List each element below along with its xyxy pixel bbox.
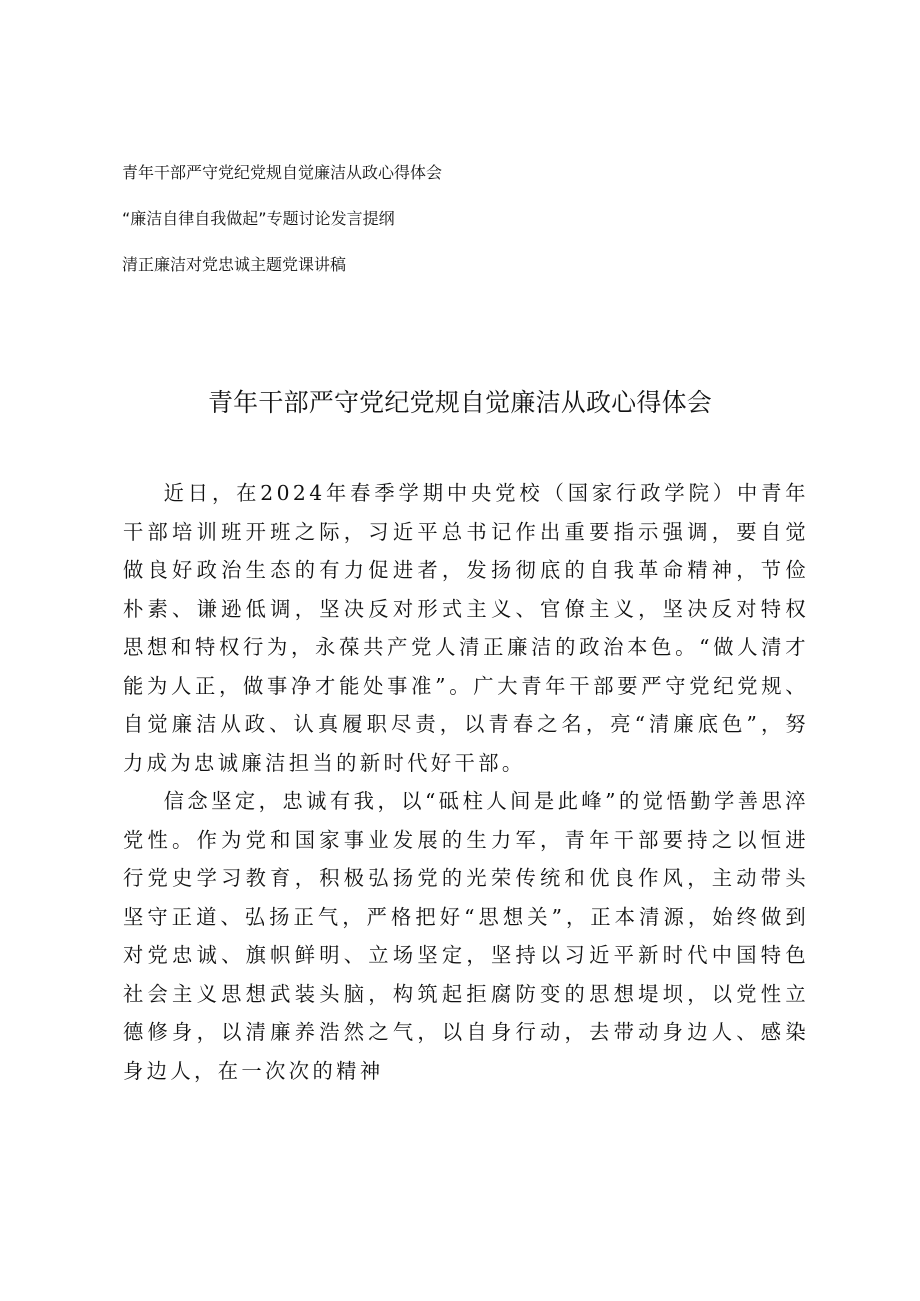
toc-item: 清正廉洁对党忠诚主题党课讲稿 (122, 255, 347, 274)
document-title: 青年干部严守党纪党规自觉廉洁从政心得体会 (207, 388, 712, 417)
body-paragraph: 近日，在2024年春季学期中央党校（国家行政学院）中青年干部培训班开班之际，习近平总书记作出重要指示强调，要自觉做良好政治生态的有力促进者，发扬彻底的自我革命精神，节俭朴素、谦逊低调，坚决反对形式主义、官僚主义，坚决反对特权思想和特权行为，永葆共产党人清正廉洁的政治本色。“做人清才能为人正，做事净才能处事准”。广大青年干部要严守党纪党规、自觉廉洁从政、认真履职尽责，以青春之名，亮“清廉底色”，努力成为忠诚廉洁担当的新时代好干部。 (123, 481, 809, 775)
document-body (123, 474, 809, 1090)
toc-item: 青年干部严守党纪党规自觉廉洁从政心得体会 (122, 163, 443, 182)
body-paragraph: 信念坚定，忠诚有我，以“砥柱人间是此峰”的觉悟勤学善思淬党性。作为党和国家事业发展的生力军，青年干部要持之以恒进行党史学习教育，积极弘扬党的光荣传统和优良作风，主动带头坚守正道、弘扬正气，严格把好“思想关”，正本清源，始终做到对党忠诚、旗帜鲜明、立场坚定，坚持以习近平新时代中国特色社会主义思想武装头脑，构筑起拒腐防变的思想堤坝，以党性立德修身，以清廉养浩然之气，以自身行动，去带动身边人、感染身边人，在一次次的精神 (123, 789, 809, 1083)
table-of-contents (122, 162, 822, 300)
toc-item: “廉洁自律自我做起”专题讨论发言提纲 (122, 209, 395, 228)
